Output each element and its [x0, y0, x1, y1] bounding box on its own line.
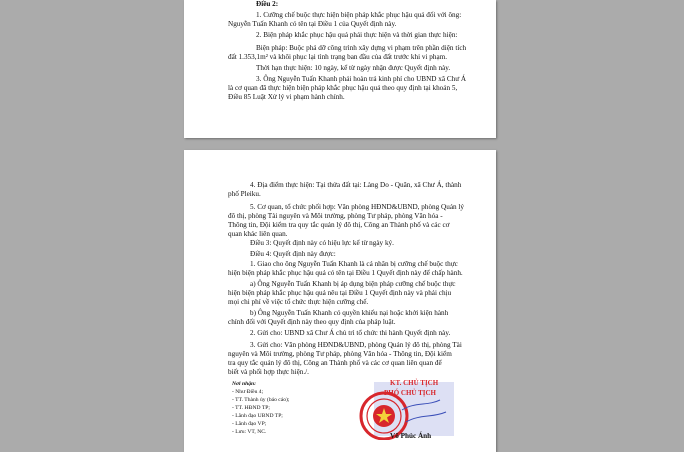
signature-title-line2: PHÓ CHỦ TỊCH	[384, 389, 436, 397]
text-line: đất 1.353,1m² và khôi phục lại tình trạng ban đầu của đất trước khi vi phạm.	[228, 53, 448, 61]
text-line: hiện biện pháp khắc phục hậu quả nêu tại Điều 1 Quyết định này và phải chịu	[228, 289, 452, 297]
signature-title-line1: KT. CHỦ TỊCH	[390, 379, 439, 387]
signer-name: Võ Phúc Ánh	[390, 432, 432, 440]
text-line: 3. Gửi cho: Văn phòng HĐND&UBND, phòng Quản lý đô thị, phòng Tài	[250, 341, 462, 349]
recipient-item: - TT. HĐND TP;	[232, 405, 270, 411]
text-line: 1. Cưỡng chế buộc thực hiện biện pháp khắc phục hậu quả đối với ông:	[256, 11, 462, 19]
recipient-item: - Lưu: VT, NC.	[232, 429, 267, 435]
article-2-heading: Điều 2:	[256, 0, 279, 8]
text-line: 4. Địa điểm thực hiện: Tại thửa đất tại: Làng Do - Quăn, xã Chư Á, thành	[250, 181, 462, 189]
document-page-2	[184, 150, 496, 452]
text-line: 2. Gửi cho: UBND xã Chư Á chủ trì tổ chức thi hành Quyết định này.	[250, 329, 451, 337]
text-line: 2. Biện pháp khắc phục hậu quả phải thực hiện và thời gian thực hiện:	[256, 31, 458, 39]
text-line: biết và phối hợp thực hiện./.	[228, 368, 309, 376]
text-line: là cơ quan đã thực hiện biện pháp khắc phục hậu quả theo quy định tại khoản 5,	[228, 84, 458, 92]
article-4-line: Điều 4: Quyết định này được:	[250, 250, 336, 258]
text-line: mọi chi phí về việc tổ chức thực hiện cưỡng chế.	[228, 298, 369, 306]
text-line: quan khác liên quan.	[228, 230, 288, 238]
text-line: hiện biện pháp khắc phục hậu quả có tên tại Điều 1 Quyết định này để chấp hành.	[228, 269, 463, 277]
text-line: đô thị, phòng Tài nguyên và Môi trường, phòng Tư pháp, phòng Văn hóa -	[228, 212, 443, 220]
text-line: tra quy tắc quản lý đô thị, Công an Thành phố và các cơ quan liên quan để	[228, 359, 442, 367]
text-line: Thời hạn thực hiện: 10 ngày, kể từ ngày nhận được Quyết định này.	[256, 64, 451, 72]
recipient-item: - TT. Thành ủy (báo cáo);	[232, 397, 290, 403]
text-line: Biện pháp: Buộc phá dỡ công trình xây dựng vi phạm trên phần diện tích	[256, 44, 467, 52]
text-line: Điều 85 Luật Xử lý vi phạm hành chính.	[228, 93, 345, 101]
text-line: Nguyễn Tuấn Khanh có tên tại Điều 1 của Quyết định này.	[228, 20, 397, 28]
text-line: 1. Giao cho ông Nguyễn Tuấn Khanh là cá nhân bị cưỡng chế buộc thực	[250, 260, 458, 268]
recipient-item: - Như Điều 4;	[232, 389, 264, 395]
text-line: b) Ông Nguyễn Tuấn Khanh có quyền khiếu nại hoặc khởi kiện hành	[250, 309, 449, 317]
article-3-line: Điều 3: Quyết định này có hiệu lực kể từ ngày ký.	[250, 239, 394, 247]
recipient-item: - Lãnh đạo VP;	[232, 421, 267, 427]
recipients-heading: Nơi nhận:	[232, 381, 256, 387]
text-line: chính đối với Quyết định này theo quy định của pháp luật.	[228, 318, 396, 326]
text-line: 5. Cơ quan, tổ chức phối hợp: Văn phòng HĐND&UBND, phòng Quản lý	[250, 203, 464, 211]
text-line: nguyên và Môi trường, phòng Tư pháp, phòng Văn hóa - Thông tin, Đội kiểm	[228, 350, 452, 358]
recipient-item: - Lãnh đạo UBND TP;	[232, 413, 283, 419]
text-line: Thông tin, Đội kiểm tra quy tắc quản lý đô thị, Công an Thành phố và các cơ	[228, 221, 450, 229]
text-line: 3. Ông Nguyễn Tuấn Khanh phải hoàn trả kinh phí cho UBND xã Chư Á	[256, 75, 467, 83]
text-line: phố Pleiku.	[228, 190, 261, 198]
text-line: a) Ông Nguyễn Tuấn Khanh bị áp dụng biện pháp cưỡng chế buộc thực	[250, 280, 456, 288]
document-page-1	[184, 0, 496, 138]
